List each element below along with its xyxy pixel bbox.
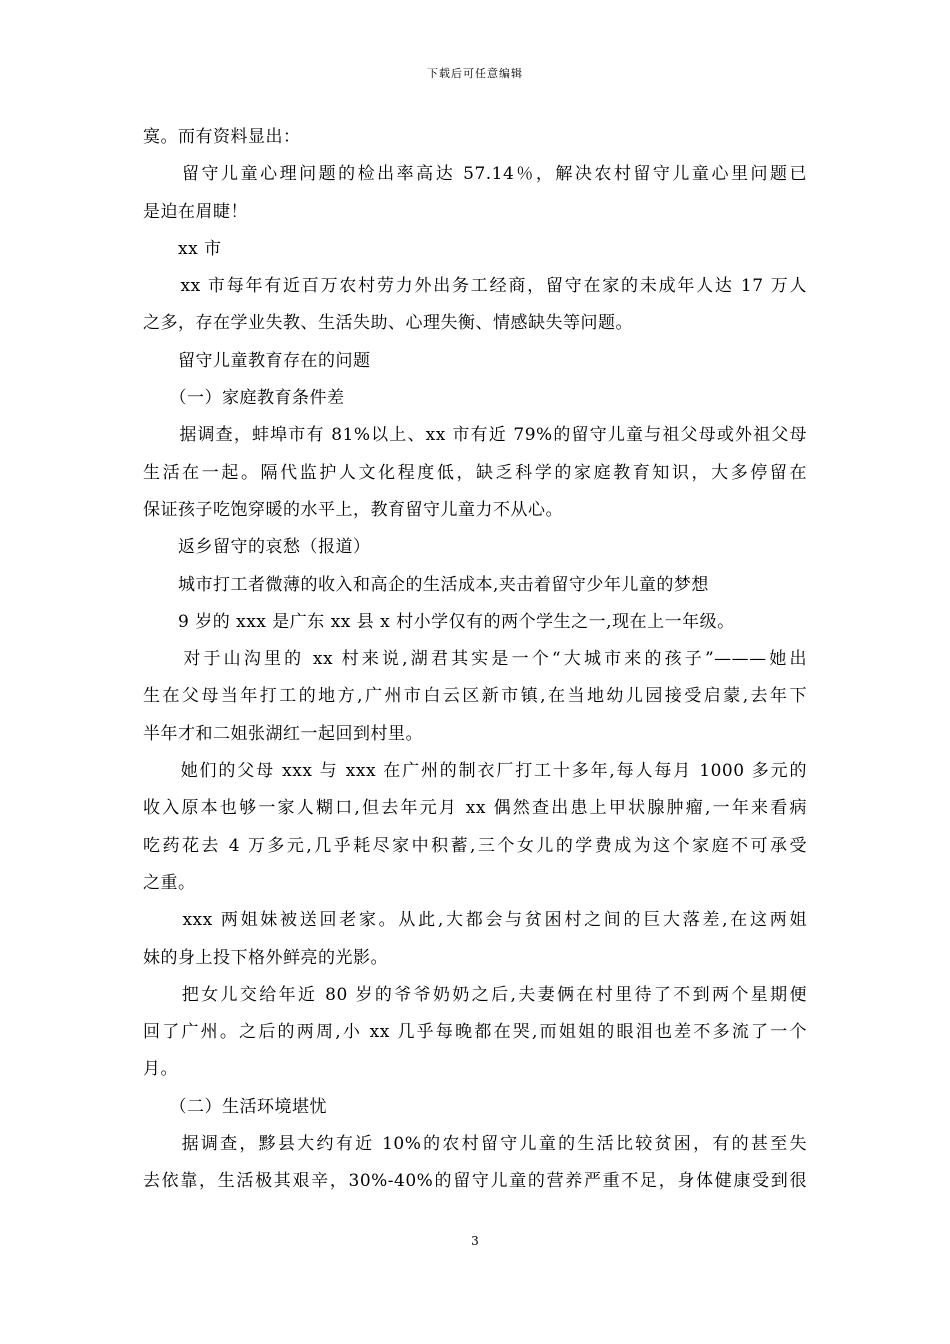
paragraph [143, 1089, 807, 1126]
paragraph [143, 641, 807, 753]
text-line: 据调查，蚌埠市有 81%以上、xx 市有近 79%的留守儿童与祖父母或外祖父母 [143, 425, 807, 446]
text-line: 去依靠，生活极其艰辛，30%-40%的留守儿童的营养严重不足，身体健康受到很 [143, 1171, 807, 1192]
paragraph [143, 529, 807, 566]
text-line: 对于山沟里的 xx 村来说,湖君其实是一个“大城市来的孩子”———她出 [143, 649, 807, 670]
text-line: 9 岁的 xxx 是广东 xx 县 x 村小学仅有的两个学生之一,现在上一年级。 [143, 611, 735, 632]
text-line: 留守儿童教育存在的问题 [143, 350, 371, 371]
text-line: xx 市每年有近百万农村劳力外出务工经商，留守在家的未成年人达 17 万人 [143, 276, 807, 297]
text-line: 之重。 [143, 872, 196, 893]
document-body [143, 119, 807, 1201]
text-line: 城市打工者微薄的收入和高企的生活成本,夹击着留守少年儿童的梦想 [143, 574, 709, 595]
paragraph [143, 156, 807, 231]
paragraph [143, 902, 807, 977]
text-line: xx 市 [143, 238, 222, 259]
text-line: xxx 两姐妹被送回老家。从此,大都会与贫困村之间的巨大落差,在这两姐 [143, 910, 807, 931]
paragraph [143, 119, 807, 156]
paragraph [143, 343, 807, 380]
paragraph [143, 417, 807, 529]
text-line: 半年才和二姐张湖红一起回到村里。 [143, 723, 423, 744]
text-line: 收入原本也够一家人糊口,但去年元月 xx 偶然查出患上甲状腺肿瘤,一年来看病 [143, 798, 807, 819]
paragraph [143, 977, 807, 1089]
text-line: 是迫在眉睫！ [143, 201, 248, 222]
paragraph [143, 231, 807, 268]
text-line: 寞。而有资料显出： [143, 127, 301, 147]
text-line: （二）生活环境堪忧 [143, 1096, 327, 1117]
text-line: （一）家庭教育条件差 [143, 388, 345, 409]
text-line: 保证孩子吃饱穿暖的水平上，教育留守儿童力不从心。 [143, 499, 563, 520]
page-number: 3 [471, 1234, 479, 1248]
paragraph [143, 567, 807, 604]
text-line: 据调查，黟县大约有近 10%的农村留守儿童的生活比较贫困，有的甚至失 [143, 1134, 807, 1155]
text-line: 回了广州。之后的两周,小 xx 几乎每晚都在哭,而姐姐的眼泪也差不多流了一个 [143, 1022, 807, 1043]
paragraph [143, 268, 807, 343]
page-header: 下载后可任意编辑 [427, 67, 523, 80]
paragraph [143, 380, 807, 417]
paragraph [143, 1126, 807, 1201]
text-line: 返乡留守的哀愁（报道） [143, 537, 371, 558]
text-line: 生活在一起。隔代监护人文化程度低，缺乏科学的家庭教育知识，大多停留在 [143, 462, 807, 483]
text-line: 生在父母当年打工的地方,广州市白云区新市镇,在当地幼儿园接受启蒙,去年下 [143, 686, 807, 707]
paragraph [143, 604, 807, 641]
text-line: 吃药花去 4 万多元,几乎耗尽家中积蓄,三个女儿的学费成为这个家庭不可承受 [143, 835, 807, 856]
text-line: 之多，存在学业失教、生活失助、心理失衡、情感缺失等问题。 [143, 313, 633, 334]
text-line: 妹的身上投下格外鲜亮的光影。 [143, 947, 388, 968]
text-line: 留守儿童心理问题的检出率高达 57.14％，解决农村留守儿童心里问题已 [143, 164, 807, 185]
text-line: 她们的父母 xxx 与 xxx 在广州的制衣厂打工十多年,每人每月 1000 多元的 [143, 761, 807, 782]
paragraph [143, 753, 807, 902]
text-line: 把女儿交给年近 80 岁的爷爷奶奶之后,夫妻俩在村里待了不到两个星期便 [143, 984, 807, 1005]
text-line: 月。 [143, 1059, 178, 1080]
